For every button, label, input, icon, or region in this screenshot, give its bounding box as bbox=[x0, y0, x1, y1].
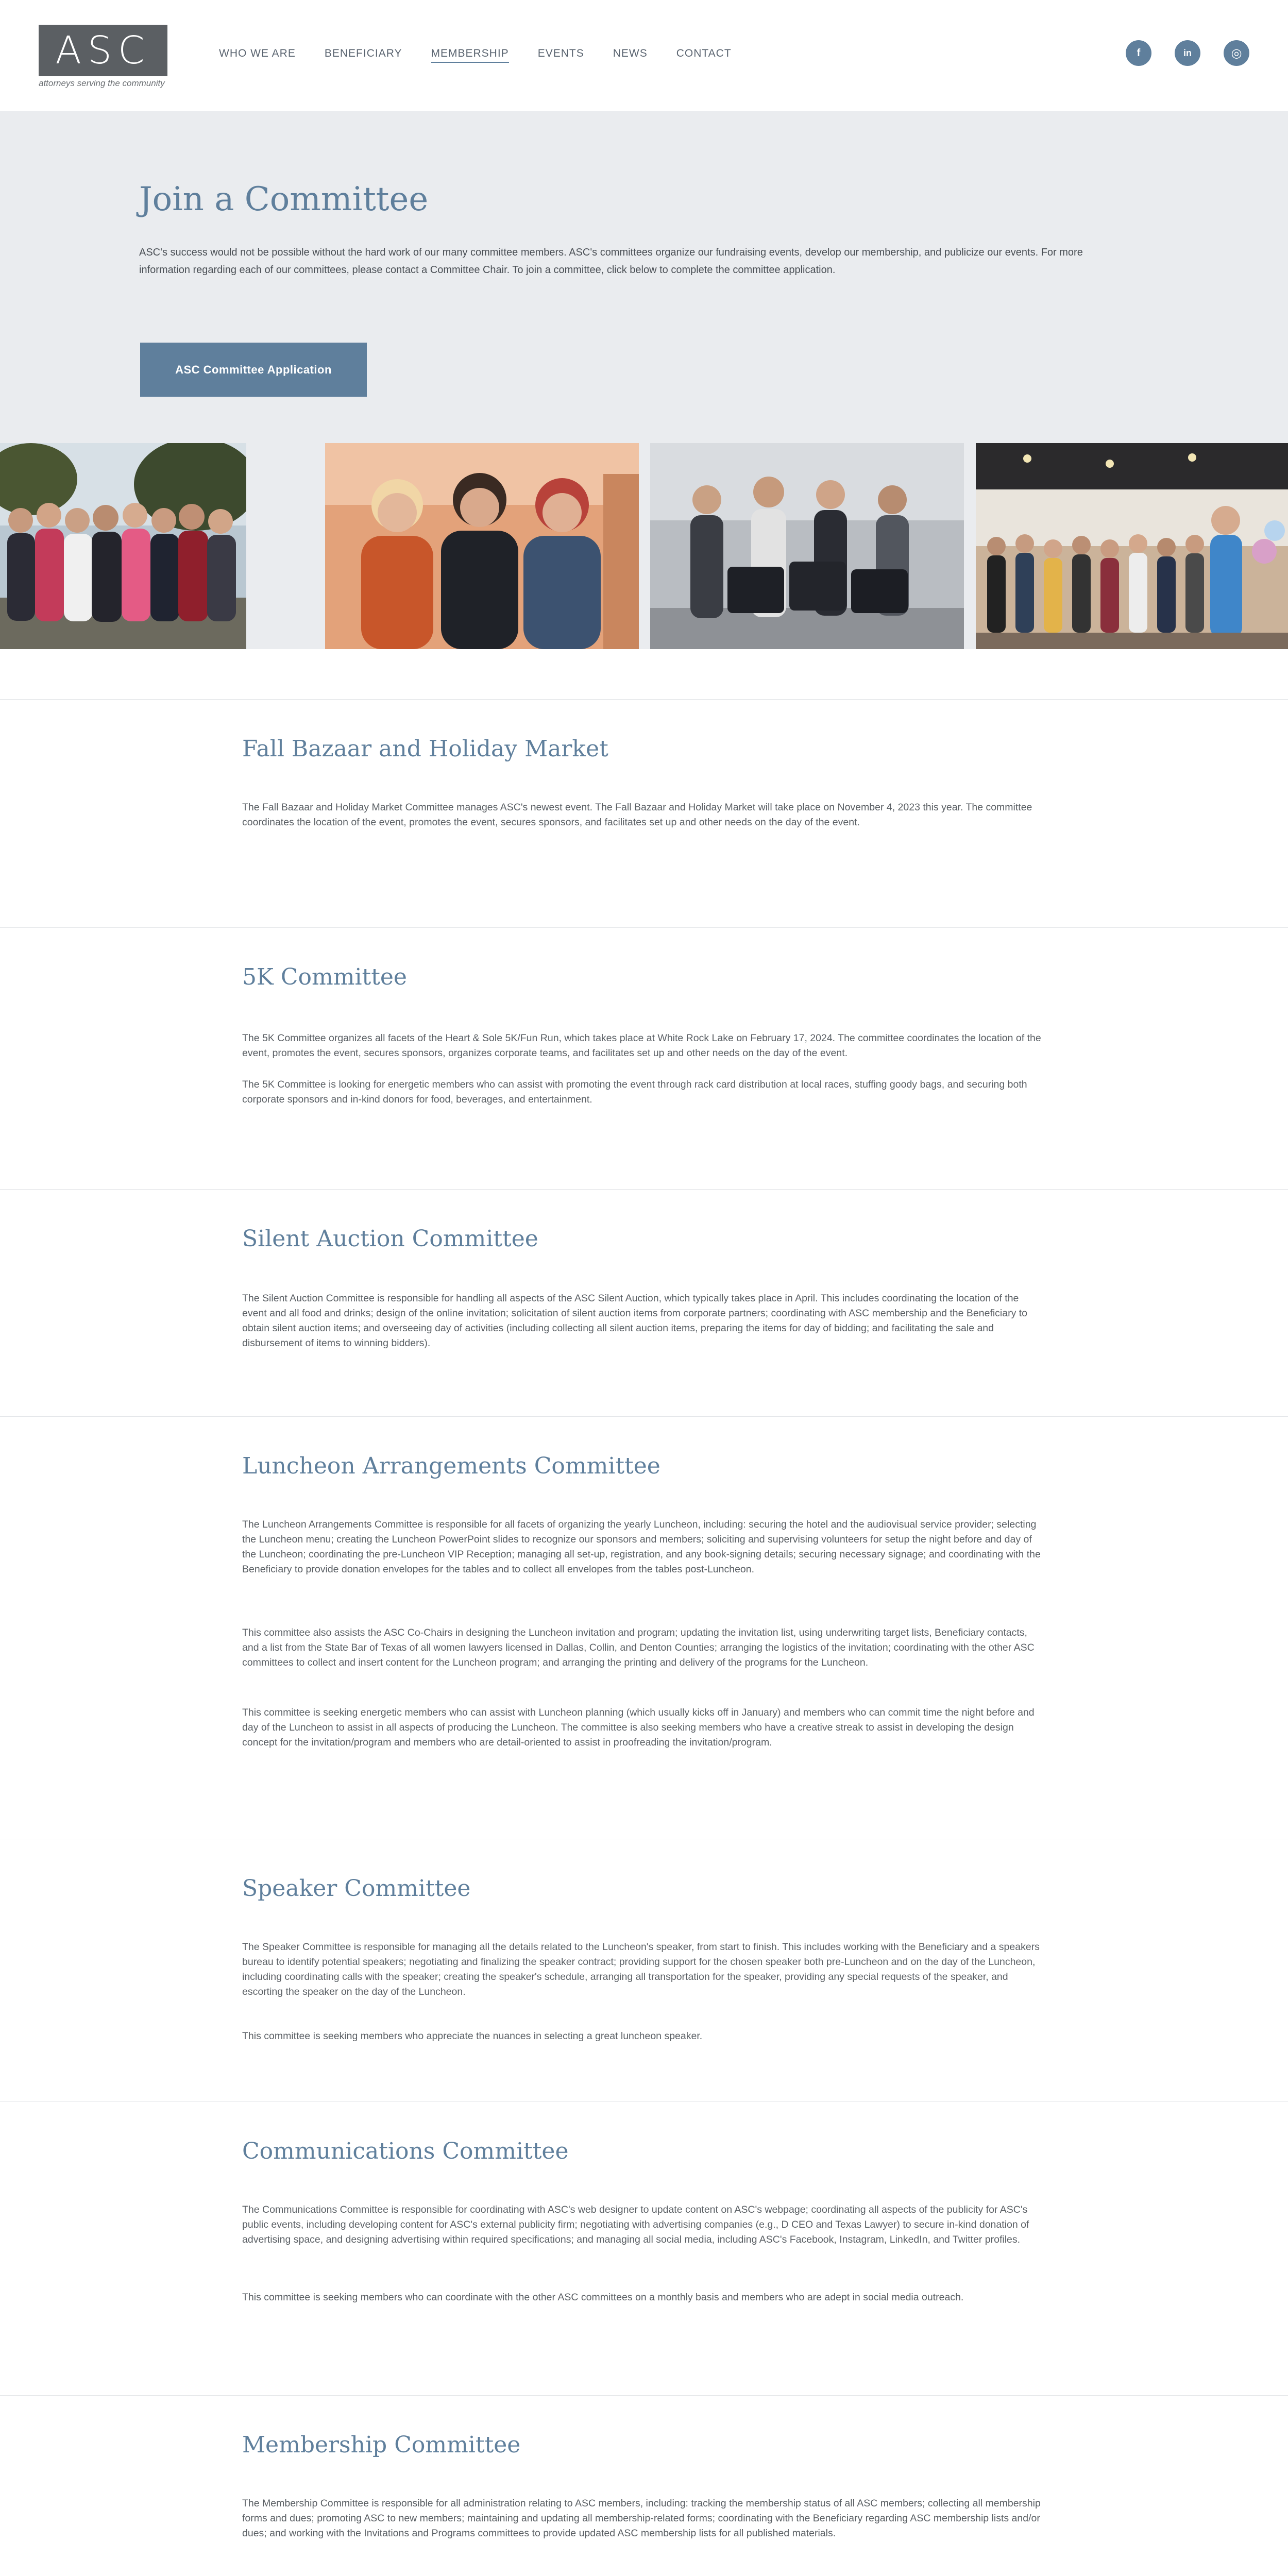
committee-title: Membership Committee bbox=[242, 2432, 521, 2458]
committee-paragraph: The Fall Bazaar and Holiday Market Committee manages ASC's newest event. The Fall Bazaar and Holiday Market will take place on November 4, 2023 this year. The committee coordinates the location of the event, promotes the event, secures sponsors, and facilitates set up and other needs on the day of the event. bbox=[242, 802, 1032, 828]
committee-luncheon-arrangements bbox=[0, 1416, 1288, 1839]
site-logo[interactable] bbox=[39, 25, 167, 87]
instagram-icon[interactable]: ◎ bbox=[1224, 40, 1249, 66]
committee-title: 5K Committee bbox=[242, 964, 407, 990]
event-crowd-photo bbox=[976, 443, 1288, 649]
committee-silent-auction bbox=[0, 1189, 1288, 1417]
committee-paragraph: This committee is seeking members who appreciate the nuances in selecting a great luncheon speaker. bbox=[242, 2030, 703, 2042]
committee-paragraph: The Luncheon Arrangements Committee is responsible for all facets of organizing the yearly Luncheon, including: securing the hotel and the audiovisual service provider; selecting the Luncheon menu; creating the Luncheon PowerPoint slides to recognize our sponsors and members; soliciting and supervising volunteers for setup the night before and day of the Luncheon; coordinating the pre-Luncheon VIP Reception; managing all set-up, registration, and any book-signing details; securing necessary signage; and coordinating with the Beneficiary to provide donation envelopes for the tables and to collect all envelopes from the tables post-Luncheon. bbox=[242, 1519, 1041, 1575]
nav-membership[interactable]: MEMBERSHIP bbox=[431, 47, 509, 63]
committee-title: Speaker Committee bbox=[242, 1875, 471, 1902]
nav-who-we-are[interactable]: WHO WE ARE bbox=[219, 47, 296, 59]
committee-title: Luncheon Arrangements Committee bbox=[242, 1453, 660, 1479]
committee-title: Communications Committee bbox=[242, 2138, 569, 2164]
committee-paragraph: This committee also assists the ASC Co-Chairs in designing the Luncheon invitation and program; updating the invitation list, using underwriting target lists, Beneficiary contacts, and a list from the State Bar of Texas of all women lawyers licensed in Dallas, Collin, and Denton Counties; arranging the logistics of the invitation; coordinating with the other ASC committees to collect and insert content for the Luncheon program; and arranging the printing and delivery of the programs for the Luncheon. bbox=[242, 1627, 1035, 1668]
site-header bbox=[0, 0, 1288, 111]
facebook-icon[interactable]: f bbox=[1126, 40, 1151, 66]
committee-paragraph: The Speaker Committee is responsible for managing all the details related to the Luncheon's speaker, from start to finish. This includes working with the Beneficiary and a speakers bureau to identify potential speakers; negotiating and finalizing the speaker contract; providing support for the chosen speaker both pre-Luncheon and on the day of the Luncheon, including coordinating calls with the speaker; creating the speaker's schedule, arranging all transportation for the speaker, providing any special requests of the speaker, and escorting the speaker on the day of the Luncheon. bbox=[242, 1941, 1040, 1997]
linkedin-icon[interactable]: in bbox=[1175, 40, 1200, 66]
logo-tagline: attorneys serving the community bbox=[39, 78, 165, 88]
three-women-photo bbox=[325, 443, 639, 649]
volunteers-bags-photo bbox=[650, 443, 964, 649]
committee-communications bbox=[0, 2102, 1288, 2396]
committee-5k bbox=[0, 927, 1288, 1190]
committee-paragraph: This committee is seeking energetic members who can assist with Luncheon planning (which usually kicks off in January) and members who can commit time the night before and day of the Luncheon to assist in all aspects of producing the Luncheon. The committee is also seeking members who have a creative streak to assist in developing the design concept for the invitation/program and members who are detail-oriented to assist in proofreading the invitation/program. bbox=[242, 1707, 1035, 1748]
committee-fall-bazaar bbox=[0, 699, 1288, 928]
hero-section bbox=[0, 111, 1288, 443]
committee-paragraph: This committee is seeking members who can coordinate with the other ASC committees on a monthly basis and members who are adept in social media outreach. bbox=[242, 2292, 964, 2303]
committee-paragraph: The 5K Committee organizes all facets of the Heart & Sole 5K/Fun Run, which takes place at White Rock Lake on February 17, 2024. The committee coordinates the location of the event, promotes the event, secures sponsors, organizes corporate teams, and facilitates set up and other needs on the day of the event. bbox=[242, 1032, 1041, 1059]
committee-title: Fall Bazaar and Holiday Market bbox=[242, 736, 608, 762]
committee-speaker bbox=[0, 1839, 1288, 2102]
committee-paragraph: The Silent Auction Committee is responsible for handling all aspects of the ASC Silent Auction, which typically takes place in April. This includes coordinating the location of the event and all food and drinks; design of the online invitation; solicitation of silent auction items from corporate partners; coordinating with ASC membership and the Beneficiary to obtain silent auction items; and overseeing day of activities (including collecting all silent auction items, preparing the items for day of bidding; and facilitating the sale and disbursement of items to winning bidders). bbox=[242, 1293, 1028, 1349]
photo-strip bbox=[0, 443, 1288, 649]
nav-events[interactable]: EVENTS bbox=[537, 47, 584, 59]
committee-paragraph: The Communications Committee is responsible for coordinating with ASC's web designer to update content on ASC's webpage; coordinating all aspects of the publicity for ASC's public events, including developing content for ASC's external publicity firm; negotiating with advertising companies (e.g., D CEO and Texas Lawyer) to secure in-kind donation of advertising space, and designing advertising within required specifications; and managing all social media, including ASC's Facebook, Instagram, LinkedIn, and Twitter profiles. bbox=[242, 2204, 1029, 2245]
nav-beneficiary[interactable]: BENEFICIARY bbox=[324, 47, 402, 59]
logo-text: ASC bbox=[55, 28, 151, 73]
committee-membership bbox=[0, 2395, 1288, 2576]
page-title: Join a Committee bbox=[139, 180, 429, 218]
group-photo-outdoor bbox=[0, 443, 246, 649]
nav-news[interactable]: NEWS bbox=[613, 47, 648, 59]
committee-application-button[interactable]: ASC Committee Application bbox=[140, 343, 367, 397]
committee-title: Silent Auction Committee bbox=[242, 1226, 538, 1252]
hero-intro-text: ASC's success would not be possible without the hard work of our many committee members. ASC's committees organize our fundraising events, develop our membership, and publicize our events. For more information regarding each of our committees, please contact a Committee Chair. To join a committee, click below to complete the committee application. bbox=[139, 247, 1083, 276]
committee-paragraph: The Membership Committee is responsible for all administration relating to ASC members, including: tracking the membership status of all ASC members; collecting all membership forms and dues; promoting ASC to new members; maintaining and updating all membership-related forms; coordinating with the Beneficiary regarding ASC membership lists and/or dues; and working with the Invitations and Programs committees to provide updated ASC membership lists for all published materials. bbox=[242, 2498, 1041, 2539]
main-nav bbox=[219, 47, 760, 63]
nav-contact[interactable]: CONTACT bbox=[676, 47, 732, 59]
committee-paragraph: The 5K Committee is looking for energetic members who can assist with promoting the event through rack card distribution at local races, stuffing goody bags, and securing both corporate sponsors and in-kind donors for food, beverages, and entertainment. bbox=[242, 1079, 1027, 1105]
